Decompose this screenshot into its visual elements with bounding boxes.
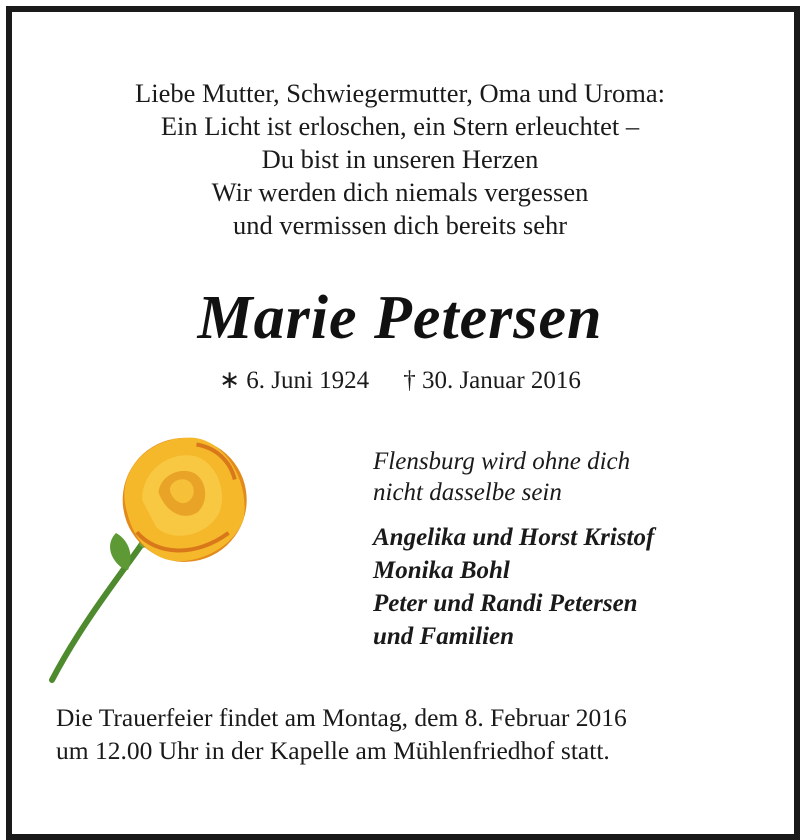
ceremony-line: Die Trauerfeier findet am Montag, dem 8. Februar 2016 [56, 703, 627, 732]
mourner-line: Angelika und Horst Kristof [373, 524, 655, 551]
mourner-line: und Familien [373, 623, 515, 650]
ceremony-line: um 12.00 Uhr in der Kapelle am Mühlenfriedhof statt. [56, 736, 610, 765]
mourners-list [373, 521, 654, 653]
rose-image [44, 418, 264, 686]
verse-line: Wir werden dich niemals vergessen [211, 177, 589, 207]
verse-line: Du bist in unseren Herzen [261, 144, 539, 174]
message-line: nicht dasselbe sein [373, 479, 562, 506]
birth-date: ∗ 6. Juni 1924 [219, 367, 370, 394]
message [373, 446, 630, 508]
verse-line: Liebe Mutter, Schwiegermutter, Oma und Uroma: [135, 78, 665, 108]
ceremony-info [56, 701, 627, 767]
verse [0, 77, 800, 242]
message-line: Flensburg wird ohne dich [373, 448, 631, 475]
mourner-line: Monika Bohl [373, 557, 510, 584]
verse-line: Ein Licht ist erloschen, ein Stern erleuchtet – [160, 111, 640, 141]
deceased-name: Marie Petersen [197, 284, 603, 352]
verse-line: und vermissen dich bereits sehr [232, 210, 568, 240]
mourner-line: Peter und Randi Petersen [373, 590, 638, 617]
life-dates [0, 365, 800, 397]
death-date: † 30. Januar 2016 [403, 367, 581, 394]
